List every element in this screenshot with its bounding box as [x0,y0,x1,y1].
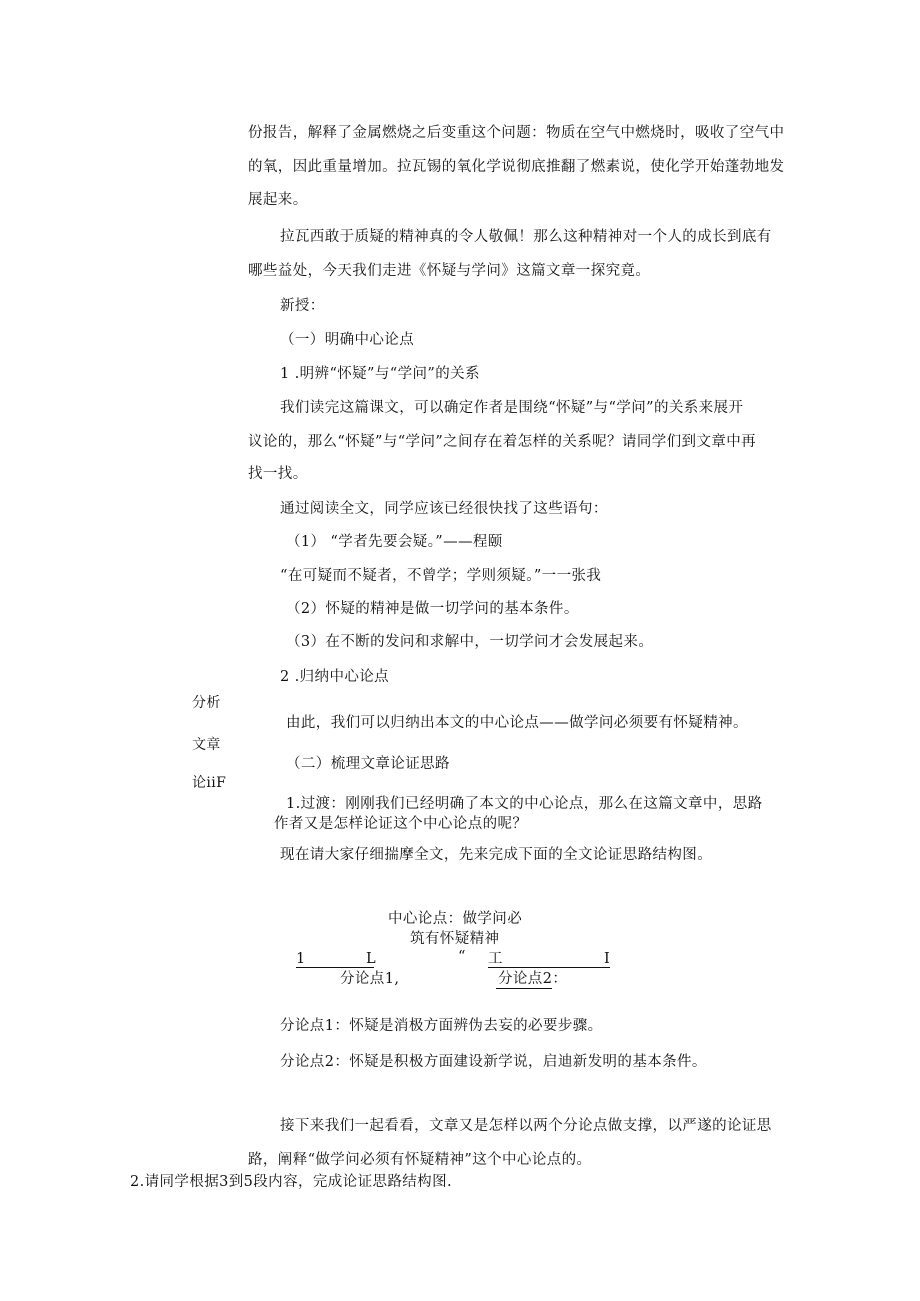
paragraph-line: 我们读完这篇课文，可以确定作者是围绕“怀疑”与“学问”的关系来展开 [280,400,744,416]
diagram-mark: I [604,951,611,967]
paragraph-line: 通过阅读全文，同学应该已经很快找了这些语句： [280,501,608,517]
paragraph-line: 哪些益处，今天我们走进《怀疑与学问》这篇文章一探究竟。 [248,263,651,279]
diagram-mark: L [366,951,377,967]
quote-line: （2）怀疑的精神是做一切学问的基本条件。 [286,601,579,617]
paragraph-line: 由此，我们可以归纳出本文的中心论点——做学问必须要有怀疑精神。 [286,715,748,731]
sub-argument-1: 分论点1：怀疑是消极方面辨伪去妄的必要步骤。 [280,1018,603,1034]
diagram-mark: 1 [296,951,306,967]
paragraph-line: 的氧，因此重量增加。拉瓦锡的氧化学说彻底推翻了燃素说，使化学开始蓬勃地发 [248,159,785,175]
item-heading-1: 1 .明辨“怀疑”与“学问”的关系 [280,366,480,382]
paragraph-line: 展起来。 [248,192,308,208]
argument-structure-diagram [280,908,640,998]
margin-note: 论iiF [192,775,227,791]
paragraph-line: 找一找。 [248,466,308,482]
paragraph-line: 议论的，那么“怀疑”与“学问”之间存在着怎样的关系呢？请同学们到文章中再 [248,434,757,450]
paragraph-line: 现在请大家仔细揣摩全文，先来完成下面的全文论证思路结构图。 [280,847,713,863]
branch-label-2: 分论点2： [498,971,568,987]
paragraph-line: 作者又是怎样论证这个中心论点的呢？ [274,816,528,832]
branch-line-right [488,967,610,968]
quote-line: “在可疑而不疑者，不曾学；学则须疑。”一一张我 [280,568,602,584]
branch-label-1: 分论点1, [340,971,400,987]
central-argument-label-cont: 筑有怀疑精神 [410,931,500,947]
new-lesson-heading: 新授： [280,298,325,314]
section-heading-1: （一）明确中心论点 [280,332,415,348]
sub-argument-2: 分论点2：怀疑是积极方面建设新学说，启迪新发明的基本条件。 [280,1054,707,1070]
paragraph-line: 接下来我们一起看看，文章又是怎样以两个分论点做支撑，以严遂的论证思 [280,1118,772,1134]
branch-line-left [296,967,374,968]
quote-line: （1） “学者先要会疑。”——程颐 [286,534,503,550]
diagram-mark: 工 [488,951,503,967]
paragraph-line: 路，阐释“做学问必须有怀疑精神”这个中心论点的。 [248,1152,592,1168]
diagram-mark: “ [458,949,466,965]
central-argument-label: 中心论点：做学问必 [388,911,523,927]
branch-label-underline [496,988,552,989]
paragraph-line: 份报告，解释了金属燃烧之后变重这个问题：物质在空气中燃烧时，吸收了空气中 [248,125,785,141]
paragraph-line: 1.过渡：刚刚我们已经明确了本文的中心论点，那么在这篇文章中，思路 [286,796,763,812]
margin-note: 分析 [192,695,221,711]
quote-line: （3）在不断的发问和求解中，一切学问才会发展起来。 [286,634,654,650]
section-heading-2: （二）梳理文章论证思路 [286,756,450,772]
margin-note: 文章 [192,737,221,753]
paragraph-line: 2.请同学根据3到5段内容，完成论证思路结构图. [130,1174,452,1190]
item-heading-2: 2 .归纳中心论点 [280,669,390,685]
paragraph-line: 拉瓦西敢于质疑的精神真的令人敬佩！那么这种精神对一个人的成长到底有 [280,229,772,245]
